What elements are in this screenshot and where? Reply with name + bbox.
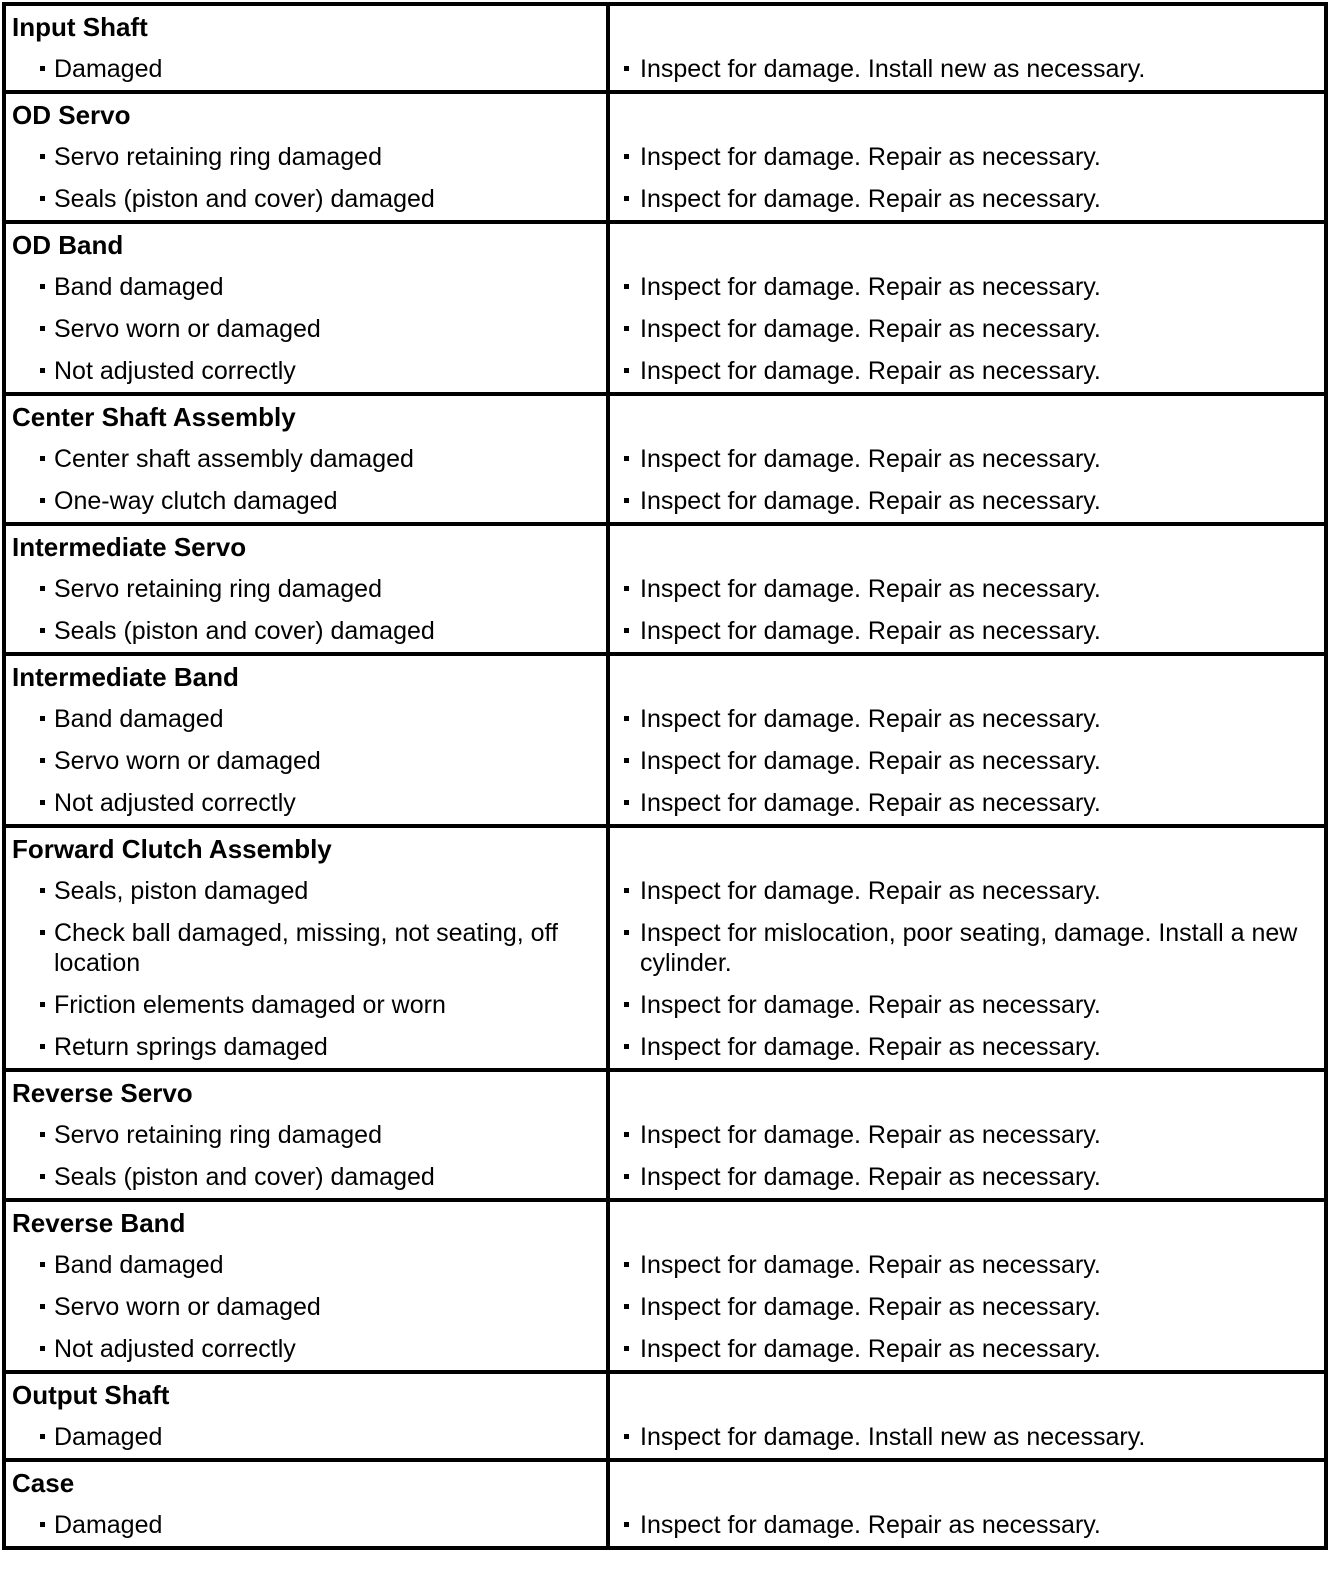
- condition-cell: [4, 782, 608, 826]
- section-header-row: [4, 826, 1326, 870]
- condition-cell: [4, 1286, 608, 1328]
- action-cell: [608, 1244, 1326, 1286]
- section-header-row: [4, 394, 1326, 438]
- section-header-blank: [608, 92, 1326, 136]
- condition-text: Seals (piston and cover) damaged: [6, 616, 606, 646]
- table-row: [4, 912, 1326, 984]
- table-row: [4, 1328, 1326, 1372]
- action-text: Inspect for damage. Repair as necessary.: [610, 1510, 1324, 1540]
- action-cell: [608, 1416, 1326, 1460]
- diagnosis-table-body: [4, 4, 1326, 1548]
- action-cell: [608, 178, 1326, 222]
- action-cell: [608, 1156, 1326, 1200]
- section-header-blank: [608, 1372, 1326, 1416]
- condition-text: Damaged: [6, 1510, 606, 1540]
- action-text: Inspect for damage. Repair as necessary.: [610, 876, 1324, 906]
- condition-cell: [4, 48, 608, 92]
- condition-cell: [4, 870, 608, 912]
- section-title: Reverse Servo: [4, 1070, 608, 1114]
- action-cell: [608, 912, 1326, 984]
- action-cell: [608, 350, 1326, 394]
- section-header-row: [4, 654, 1326, 698]
- condition-text: Damaged: [6, 1422, 606, 1452]
- action-cell: [608, 610, 1326, 654]
- table-row: [4, 782, 1326, 826]
- condition-text: Servo worn or damaged: [6, 314, 606, 344]
- condition-text: Not adjusted correctly: [6, 788, 606, 818]
- condition-cell: [4, 308, 608, 350]
- action-cell: [608, 1328, 1326, 1372]
- condition-cell: [4, 1114, 608, 1156]
- table-row: [4, 568, 1326, 610]
- condition-cell: [4, 1244, 608, 1286]
- section-header-blank: [608, 394, 1326, 438]
- section-header-row: [4, 1460, 1326, 1504]
- condition-text: Not adjusted correctly: [6, 1334, 606, 1364]
- table-row: [4, 308, 1326, 350]
- section-header-blank: [608, 1200, 1326, 1244]
- condition-cell: [4, 912, 608, 984]
- action-text: Inspect for damage. Repair as necessary.: [610, 184, 1324, 214]
- condition-text: Servo worn or damaged: [6, 746, 606, 776]
- action-text: Inspect for damage. Repair as necessary.: [610, 1032, 1324, 1062]
- table-row: [4, 1114, 1326, 1156]
- condition-cell: [4, 1504, 608, 1548]
- table-row: [4, 870, 1326, 912]
- condition-cell: [4, 1416, 608, 1460]
- section-header-blank: [608, 4, 1326, 48]
- section-title: OD Band: [4, 222, 608, 266]
- condition-cell: [4, 266, 608, 308]
- action-cell: [608, 266, 1326, 308]
- action-text: Inspect for damage. Repair as necessary.: [610, 1292, 1324, 1322]
- section-title: Output Shaft: [4, 1372, 608, 1416]
- action-cell: [608, 568, 1326, 610]
- action-text: Inspect for damage. Repair as necessary.: [610, 486, 1324, 516]
- section-header-row: [4, 1200, 1326, 1244]
- table-row: [4, 698, 1326, 740]
- action-cell: [608, 984, 1326, 1026]
- action-cell: [608, 48, 1326, 92]
- condition-text: Check ball damaged, missing, not seating, off location: [6, 918, 606, 978]
- condition-cell: [4, 568, 608, 610]
- section-header-blank: [608, 524, 1326, 568]
- condition-text: One-way clutch damaged: [6, 486, 606, 516]
- condition-text: Servo retaining ring damaged: [6, 1120, 606, 1150]
- condition-text: Servo retaining ring damaged: [6, 574, 606, 604]
- table-row: [4, 984, 1326, 1026]
- condition-text: Band damaged: [6, 1250, 606, 1280]
- section-header-row: [4, 1070, 1326, 1114]
- table-row: [4, 178, 1326, 222]
- section-title: Case: [4, 1460, 608, 1504]
- action-cell: [608, 1286, 1326, 1328]
- condition-text: Servo worn or damaged: [6, 1292, 606, 1322]
- action-text: Inspect for damage. Install new as necessary.: [610, 1422, 1324, 1452]
- action-cell: [608, 1114, 1326, 1156]
- section-header-blank: [608, 1460, 1326, 1504]
- section-header-blank: [608, 222, 1326, 266]
- table-row: [4, 740, 1326, 782]
- action-text: Inspect for damage. Repair as necessary.: [610, 788, 1324, 818]
- condition-text: Band damaged: [6, 704, 606, 734]
- action-cell: [608, 1504, 1326, 1548]
- condition-text: Band damaged: [6, 272, 606, 302]
- condition-text: Center shaft assembly damaged: [6, 444, 606, 474]
- section-title: Intermediate Servo: [4, 524, 608, 568]
- table-row: [4, 1286, 1326, 1328]
- action-text: Inspect for damage. Repair as necessary.: [610, 616, 1324, 646]
- condition-cell: [4, 984, 608, 1026]
- action-cell: [608, 136, 1326, 178]
- section-header-row: [4, 1372, 1326, 1416]
- table-row: [4, 1156, 1326, 1200]
- table-row: [4, 350, 1326, 394]
- condition-cell: [4, 350, 608, 394]
- condition-cell: [4, 740, 608, 782]
- table-row: [4, 1244, 1326, 1286]
- action-cell: [608, 308, 1326, 350]
- action-cell: [608, 698, 1326, 740]
- section-title: Reverse Band: [4, 1200, 608, 1244]
- diagnosis-table: [2, 2, 1328, 1550]
- action-cell: [608, 740, 1326, 782]
- condition-cell: [4, 438, 608, 480]
- condition-cell: [4, 1026, 608, 1070]
- action-text: Inspect for damage. Repair as necessary.: [610, 314, 1324, 344]
- condition-text: Friction elements damaged or worn: [6, 990, 606, 1020]
- section-header-row: [4, 222, 1326, 266]
- condition-cell: [4, 1328, 608, 1372]
- action-cell: [608, 1026, 1326, 1070]
- section-header-row: [4, 524, 1326, 568]
- section-title: Forward Clutch Assembly: [4, 826, 608, 870]
- action-text: Inspect for damage. Repair as necessary.: [610, 356, 1324, 386]
- action-cell: [608, 480, 1326, 524]
- action-text: Inspect for damage. Repair as necessary.: [610, 1334, 1324, 1364]
- table-row: [4, 48, 1326, 92]
- section-header-row: [4, 92, 1326, 136]
- action-text: Inspect for damage. Repair as necessary.: [610, 1120, 1324, 1150]
- table-row: [4, 1416, 1326, 1460]
- action-cell: [608, 782, 1326, 826]
- action-text: Inspect for mislocation, poor seating, damage. Install a new cylinder.: [610, 918, 1324, 978]
- section-title: Intermediate Band: [4, 654, 608, 698]
- table-row: [4, 136, 1326, 178]
- action-text: Inspect for damage. Repair as necessary.: [610, 704, 1324, 734]
- section-header-blank: [608, 1070, 1326, 1114]
- condition-text: Seals (piston and cover) damaged: [6, 1162, 606, 1192]
- section-title: Input Shaft: [4, 4, 608, 48]
- section-header-blank: [608, 826, 1326, 870]
- action-text: Inspect for damage. Repair as necessary.: [610, 746, 1324, 776]
- section-header-blank: [608, 654, 1326, 698]
- condition-text: Seals, piston damaged: [6, 876, 606, 906]
- action-text: Inspect for damage. Repair as necessary.: [610, 142, 1324, 172]
- table-row: [4, 610, 1326, 654]
- action-cell: [608, 870, 1326, 912]
- action-text: Inspect for damage. Repair as necessary.: [610, 1162, 1324, 1192]
- action-cell: [608, 438, 1326, 480]
- condition-cell: [4, 610, 608, 654]
- condition-text: Return springs damaged: [6, 1032, 606, 1062]
- condition-text: Damaged: [6, 54, 606, 84]
- condition-text: Servo retaining ring damaged: [6, 142, 606, 172]
- section-title: Center Shaft Assembly: [4, 394, 608, 438]
- table-row: [4, 266, 1326, 308]
- condition-cell: [4, 1156, 608, 1200]
- condition-cell: [4, 480, 608, 524]
- condition-cell: [4, 136, 608, 178]
- condition-text: Seals (piston and cover) damaged: [6, 184, 606, 214]
- action-text: Inspect for damage. Repair as necessary.: [610, 990, 1324, 1020]
- condition-cell: [4, 178, 608, 222]
- action-text: Inspect for damage. Repair as necessary.: [610, 444, 1324, 474]
- table-row: [4, 480, 1326, 524]
- table-row: [4, 1504, 1326, 1548]
- action-text: Inspect for damage. Repair as necessary.: [610, 574, 1324, 604]
- action-text: Inspect for damage. Repair as necessary.: [610, 272, 1324, 302]
- section-header-row: [4, 4, 1326, 48]
- action-text: Inspect for damage. Install new as necessary.: [610, 54, 1324, 84]
- condition-text: Not adjusted correctly: [6, 356, 606, 386]
- table-row: [4, 438, 1326, 480]
- table-row: [4, 1026, 1326, 1070]
- condition-cell: [4, 698, 608, 740]
- action-text: Inspect for damage. Repair as necessary.: [610, 1250, 1324, 1280]
- section-title: OD Servo: [4, 92, 608, 136]
